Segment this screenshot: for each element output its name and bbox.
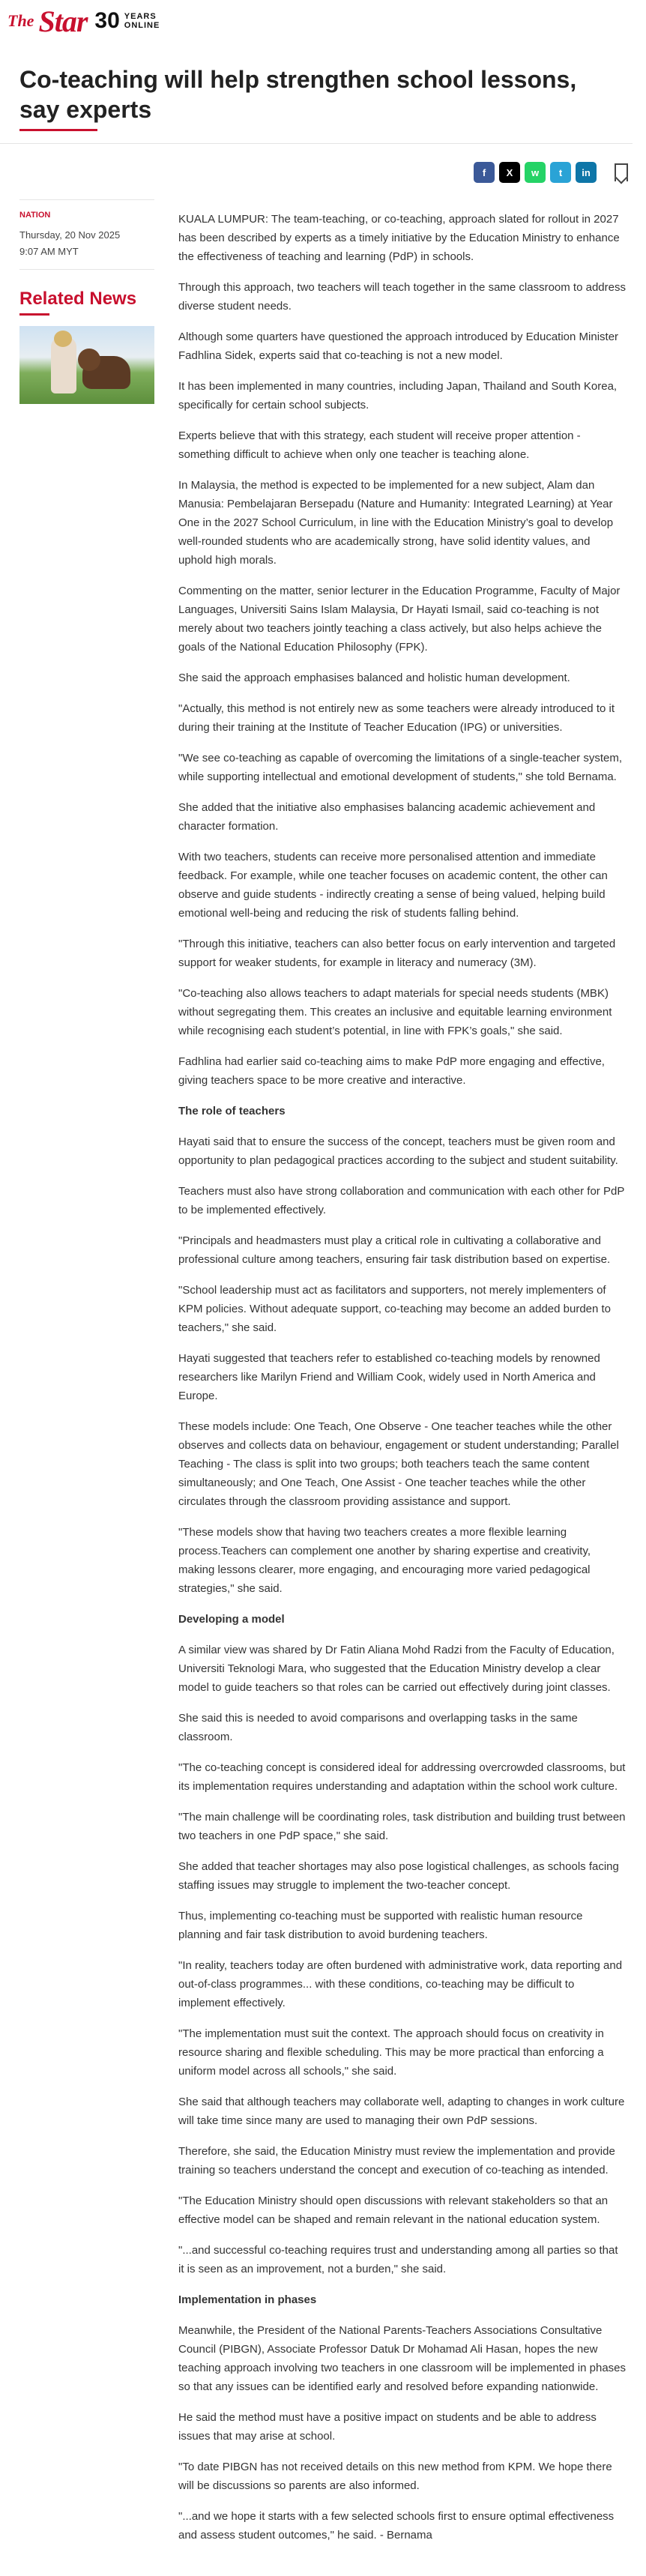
- article-meta: [19, 199, 154, 270]
- article-paragraph: It has been implemented in many countries, including Japan, Thailand and South Korea, specifically for certain school subjects.: [178, 380, 618, 411]
- related-news-thumbnail[interactable]: [19, 326, 154, 404]
- article-paragraph: "The main challenge will be coordinating roles, task distribution and building trust between two teachers in one PdP space," she said.: [178, 1811, 626, 1842]
- thumbnail-hair: [54, 331, 72, 347]
- section-heading: The role of teachers: [178, 1105, 286, 1117]
- article-paragraph: "Co-teaching also allows teachers to adapt materials for special needs students (MBK) without segregating them. This creates an inclusive and equitable learning environment while recognising each student’s potential, in line with FPK’s goals," she said.: [178, 987, 612, 1037]
- section-heading: Implementation in phases: [178, 2293, 317, 2306]
- article-paragraph: "These models show that having two teachers creates a more flexible learning process.Teachers can complement one another by sharing expertise and creativity, making lessons clearer, more engaging, and encouraging more varied pedagogical strategies," she said.: [178, 1526, 591, 1595]
- article-paragraph: She added that the initiative also emphasises balancing academic achievement and character formation.: [178, 801, 596, 833]
- site-header: [0, 0, 646, 42]
- article-paragraph: "We see co-teaching as capable of overcoming the limitations of a single-teacher system, while supporting intellectual and emotional development of students," she told Bernama.: [178, 752, 623, 783]
- article-paragraph: "...and successful co-teaching requires trust and understanding among all parties so that it is seen as an improvement, not a burden," she said.: [178, 2244, 618, 2275]
- article-paragraph: "The co-teaching concept is considered ideal for addressing overcrowded classrooms, but its implementation requires understanding and adaptation within the school work culture.: [178, 1761, 626, 1793]
- article-paragraph: Hayati suggested that teachers refer to established co-teaching models by renowned researchers like Marilyn Friend and William Cook, widely used in North America and Europe.: [178, 1352, 600, 1402]
- logo-years-online: [124, 12, 160, 30]
- article-paragraph: "The Education Ministry should open discussions with relevant stakeholders so that an effective model can be shaped and remain relevant in the national education system.: [178, 2195, 609, 2226]
- article-paragraph: "School leadership must act as facilitators and supporters, not merely implementers of KPM policies. Without adequate support, co-teaching may become an added burden to teachers," she said.: [178, 1284, 612, 1334]
- publish-time: 9:07 AM MYT: [19, 246, 79, 257]
- article-layout: [0, 189, 646, 2557]
- article-paragraph: "The implementation must suit the context. The approach should focus on creativity in resource sharing and flexible scheduling. This may be more practical than enforcing a uniform model across all schools," she said.: [178, 2027, 604, 2078]
- article-paragraph: She added that teacher shortages may also pose logistical challenges, as schools facing staffing issues may struggle to implement the two-teacher concept.: [178, 1860, 619, 1892]
- article-title: Co-teaching will help strengthen school lessons, say experts: [19, 66, 577, 123]
- star-logo[interactable]: [7, 4, 160, 39]
- logo-the: The: [7, 11, 34, 30]
- section-heading: Developing a model: [178, 1613, 285, 1626]
- article-paragraph: "Principals and headmasters must play a critical role in cultivating a collaborative and professional culture among teachers, ensuring fair task distribution based on expertise.: [178, 1234, 611, 1266]
- logo-online: ONLINE: [124, 21, 160, 30]
- article-paragraph: Commenting on the matter, senior lecturer in the Education Programme, Faculty of Major Languages, Universiti Sains Islam Malaysia, Dr Hayati Ismail, said co-teaching is not merely about two teachers jointly teaching a class actively, but also helps achieve the goals of the National Education Philosophy (FPK).: [178, 585, 621, 654]
- bookmark-icon[interactable]: [615, 163, 628, 181]
- title-underline: [19, 129, 97, 131]
- thumbnail-dog-head: [78, 349, 100, 371]
- article-paragraph: "Actually, this method is not entirely new as some teachers were already introduced to it during their training at the Institute of Teacher Education (IPG) or universities.: [178, 702, 615, 734]
- telegram-share-button[interactable]: t: [550, 162, 571, 183]
- article-paragraph: Fadhlina had earlier said co-teaching aims to make PdP more engaging and effective, giving teachers space to be more creative and interactive.: [178, 1055, 605, 1087]
- logo-anniversary-number: 30: [94, 8, 120, 33]
- article-paragraph: She said that although teachers may collaborate well, adapting to changes in work culture will take time since many are used to managing their own PdP sessions.: [178, 2096, 625, 2127]
- article-paragraph: Meanwhile, the President of the National Parents-Teachers Associations Consultative Council (PIBGN), Associate Professor Datuk Dr Mohamad Ali Hasan, hopes the new teaching approach involving two teachers in one classroom will be implemented in phases so that any issues can be identified early and resolved before expanding nationwide.: [178, 2324, 626, 2393]
- whatsapp-share-button[interactable]: w: [525, 162, 546, 183]
- article-paragraph: "To date PIBGN has not received details on this new method from KPM. We hope there will be discussions so parents are also informed.: [178, 2461, 612, 2492]
- headline-block: [0, 42, 633, 144]
- article-paragraph: Experts believe that with this strategy, each student will receive proper attention - something difficult to achieve when only one teacher is teaching alone.: [178, 429, 581, 461]
- article-paragraph: She said this is needed to avoid comparisons and overlapping tasks in the same classroom.: [178, 1712, 578, 1743]
- article-paragraph: Teachers must also have strong collaboration and communication with each other for PdP to be implemented effectively.: [178, 1185, 625, 1216]
- logo-years: YEARS: [124, 12, 157, 21]
- article-paragraph: Thus, implementing co-teaching must be supported with realistic human resource planning and fair task distribution to avoid burdening teachers.: [178, 1910, 583, 1941]
- article-paragraph: These models include: One Teach, One Observe - One teacher teaches while the other observes and collects data on behaviour, engagement or student understanding; Parallel Teaching - The class is split into two groups; both teachers teach the same content simultaneously; and One Teach, One Assist - One teacher teaches while the other circulates through the classroom providing assistance and support.: [178, 1420, 619, 1508]
- facebook-share-button[interactable]: f: [474, 162, 495, 183]
- share-bar: [0, 144, 646, 189]
- article-paragraph: With two teachers, students can receive more personalised attention and immediate feedback. For example, while one teacher focuses on academic content, the other can observe and guide students - indirectly creating a sense of being valued, helping build emotional well-being and reducing the risk of students falling behind.: [178, 851, 608, 920]
- article-paragraph: In Malaysia, the method is expected to be implemented for a new subject, Alam dan Manusia: Pembelajaran Bersepadu (Nature and Humanity: Integrated Learning) at Year One in the 2027 School Curriculum, in line with the Education Ministry’s goal to develop well-rounded students who are academically strong, have solid identity values, and uphold high morals.: [178, 479, 614, 567]
- related-news-heading: Related News: [19, 289, 137, 309]
- article-body: [178, 189, 627, 2557]
- article-paragraph: He said the method must have a positive impact on students and be able to address issues that may arise at school.: [178, 2411, 597, 2443]
- linkedin-share-button[interactable]: in: [576, 162, 597, 183]
- related-underline: [19, 313, 49, 316]
- sidebar: [19, 189, 154, 2557]
- article-paragraph: "Through this initiative, teachers can also better focus on early intervention and targeted support for weaker students, for example in literacy and numeracy (3M).: [178, 938, 616, 969]
- article-paragraph: Although some quarters have questioned the approach introduced by Education Minister Fadhlina Sidek, experts said that co-teaching is not a new model.: [178, 331, 619, 362]
- article-paragraph: "...and we hope it starts with a few selected schools first to ensure optimal effectiveness and assess student outcomes," he said. - Bernama: [178, 2510, 615, 2542]
- publish-date: Thursday, 20 Nov 2025: [19, 229, 121, 241]
- x-share-button[interactable]: X: [499, 162, 520, 183]
- article-paragraph: Therefore, she said, the Education Ministry must review the implementation and provide training so teachers understand the concept and execution of co-teaching as intended.: [178, 2145, 615, 2177]
- article-paragraph: Hayati said that to ensure the success of the concept, teachers must be given room and opportunity to plan pedagogical practices according to the subject and student suitability.: [178, 1135, 618, 1167]
- category-link[interactable]: NATION: [19, 211, 51, 220]
- article-paragraph: A similar view was shared by Dr Fatin Aliana Mohd Radzi from the Faculty of Education, Universiti Teknologi Mara, who suggested that the Education Ministry develop a clear model to guide teachers so that roles can be carried out effectively during joint classes.: [178, 1644, 615, 1694]
- article-paragraph: "In reality, teachers today are often burdened with administrative work, data reporting and out-of-class programmes... with these conditions, co-teaching may be difficult to implement effectively.: [178, 1959, 623, 2009]
- article-paragraph: She said the approach emphasises balanced and holistic human development.: [178, 672, 570, 684]
- article-paragraph: KUALA LUMPUR: The team-teaching, or co-teaching, approach slated for rollout in 2027 has been described by experts as a timely initiative by the Education Ministry to enhance the effectiveness of teaching and learning (PdP) in schools.: [178, 213, 620, 263]
- logo-star: Star: [38, 4, 88, 38]
- article-paragraph: Through this approach, two teachers will teach together in the same classroom to address diverse student needs.: [178, 281, 626, 313]
